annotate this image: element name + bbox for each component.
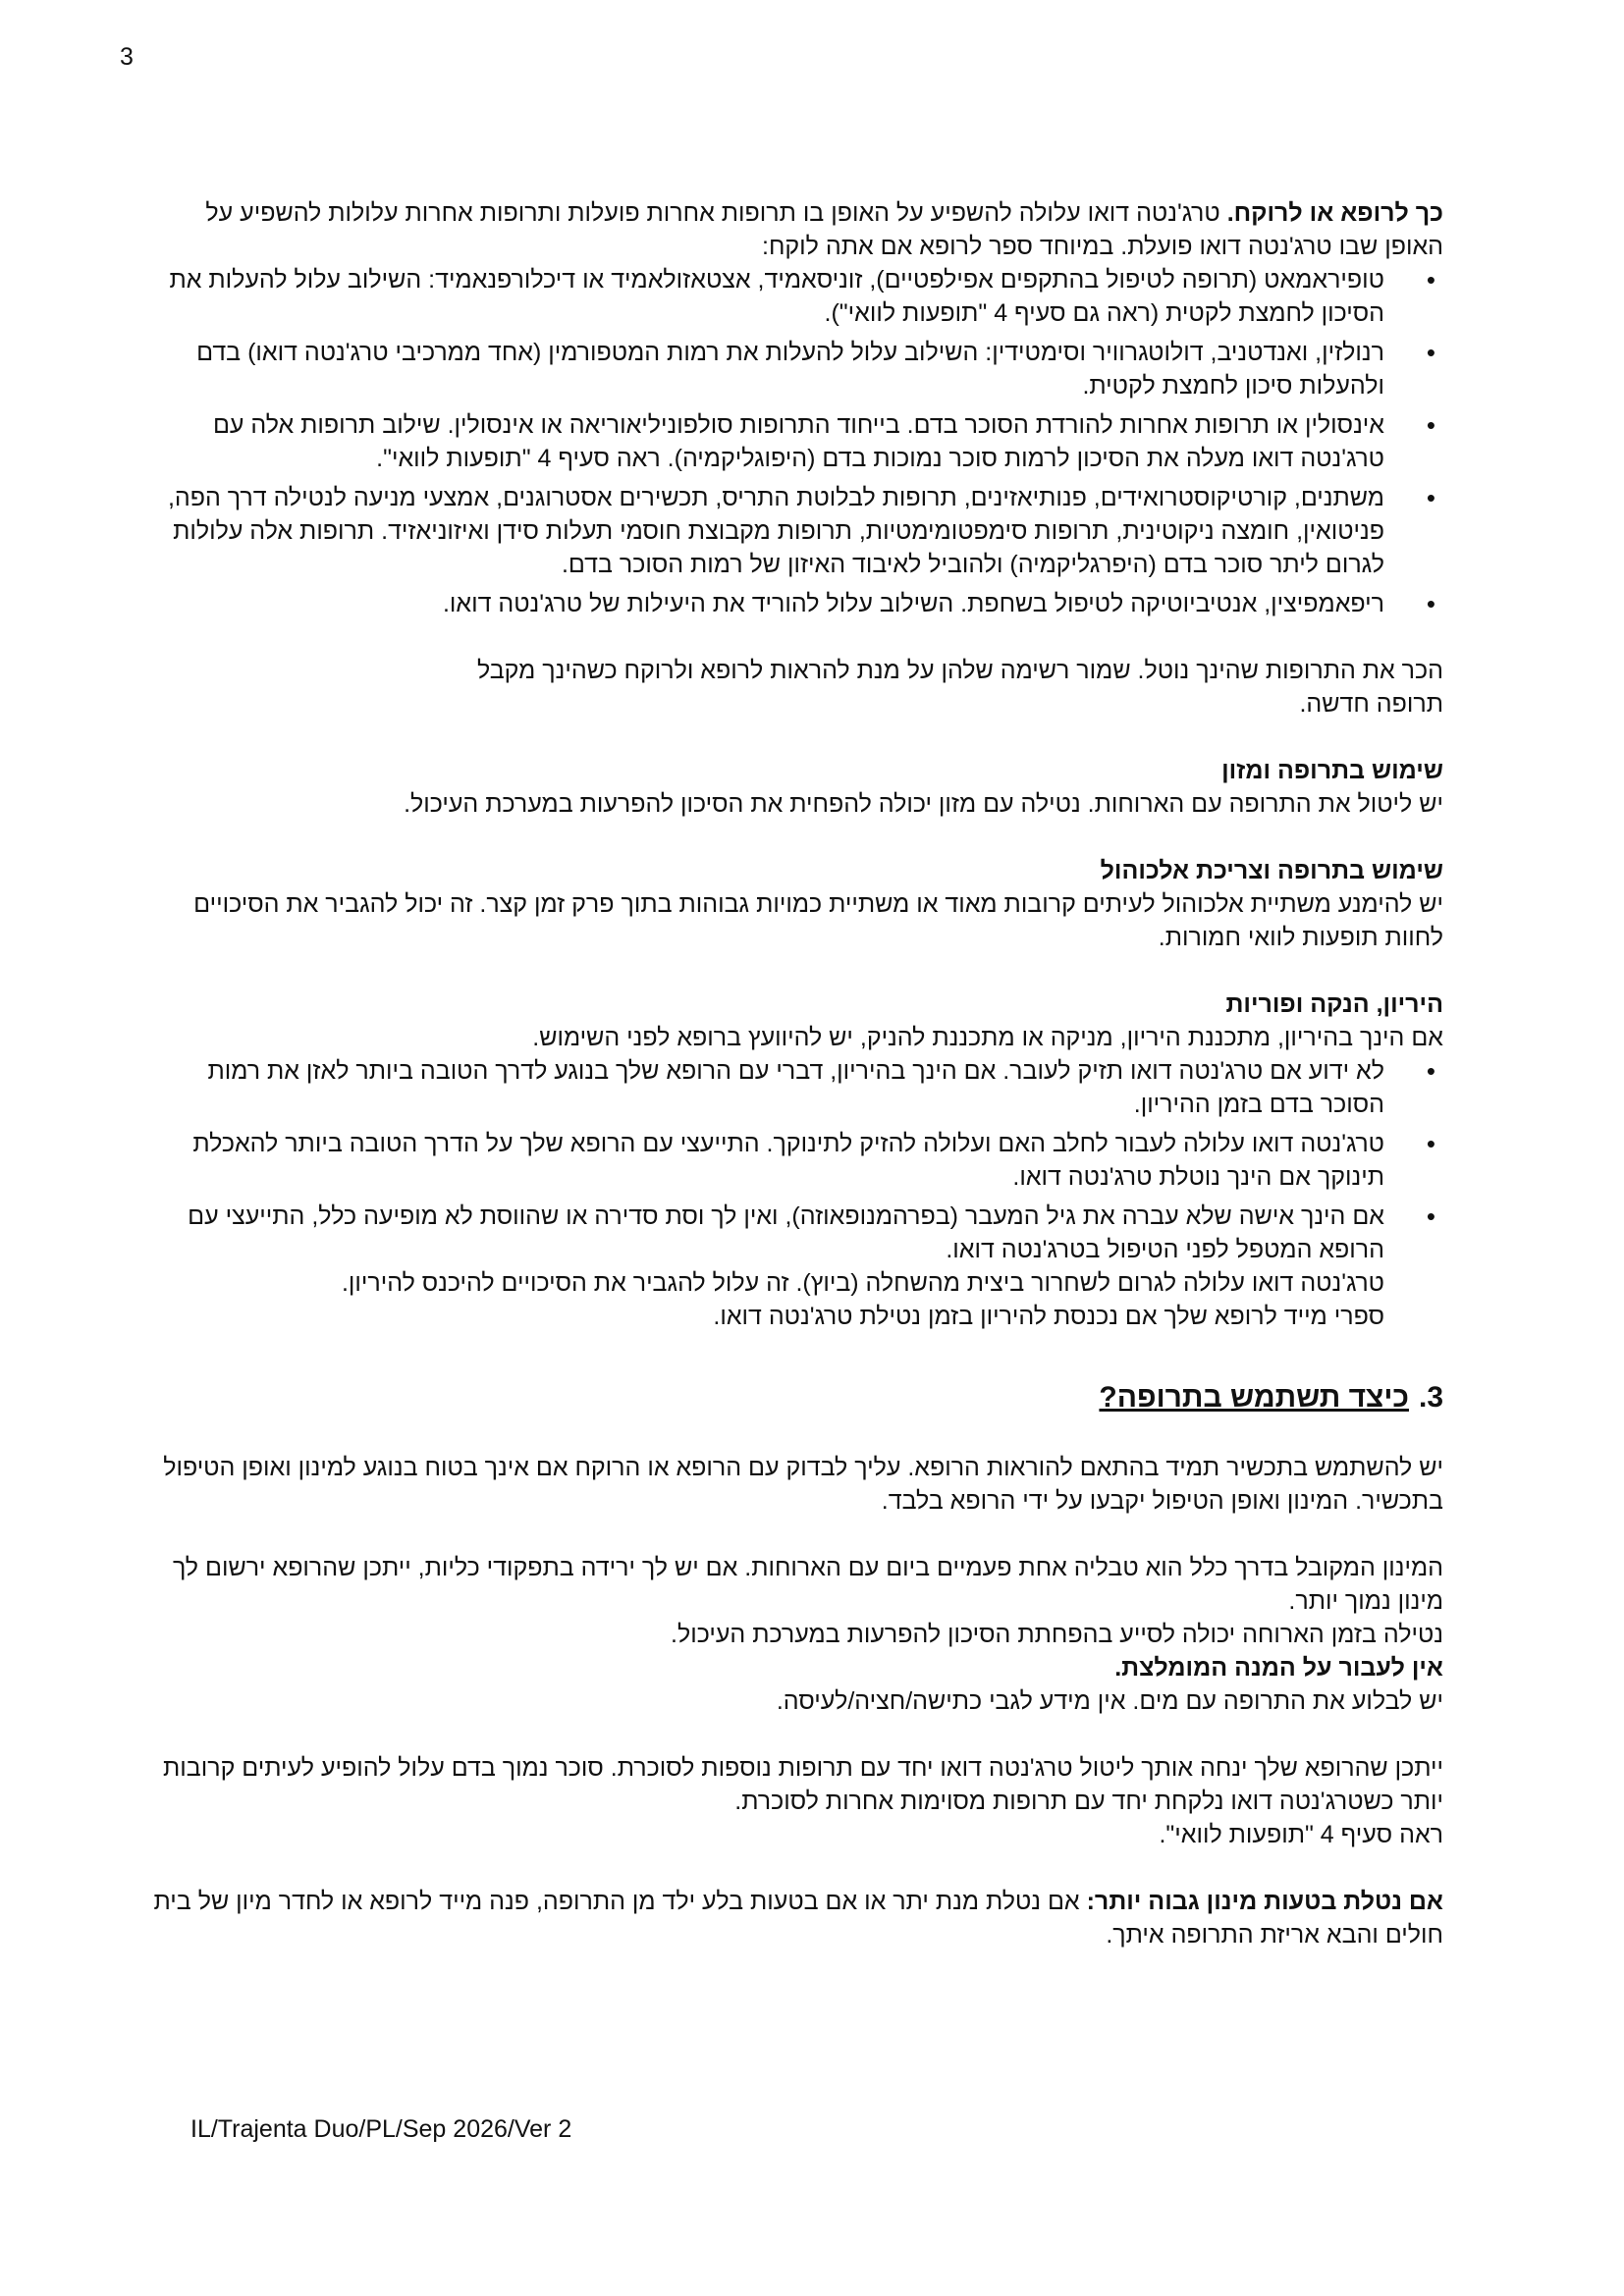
footer-reference: IL/Trajenta Duo/PL/Sep 2026/Ver 2 [190,2115,572,2143]
overdose-bold: אם נטלת בטעות מינון גבוה יותר: [1086,1888,1443,1915]
dosage-line: ייתכן שהרופא שלך ינחה אותך ליטול טרג'נטה דואו יחד עם תרופות נוספות לסוכרת. סוכר נמוך בדם עלול להופיע לעיתים קרובות יותר כשטרג'נטה דואו נלקחת יחד עם תרופות מסוימות אחרות לסוכרת. [163,1754,1443,1815]
food-section [147,754,1443,821]
food-text: יש ליטול את התרופה עם הארוחות. נטילה עם מזון יכולה להפחית את הסיכון להפרעות במערכת העיכול. [404,790,1443,818]
overdose-text: אם נטלת מנת יתר או אם בטעות בלע ילד מן התרופה, פנה מייד לרופא או לחדר מיון של בית חולים והבא אריזת התרופה איתך. [153,1888,1443,1949]
page-number: 3 [120,43,134,71]
dosage-paragraph-1: יש להשתמש בתכשיר תמיד בהתאם להוראות הרופא. עליך לבדוק עם הרופא או הרוקח אם אינך בטוח בנוגע למינון ואופן הטיפול בתכשיר. המינון ואופן הטיפול יקבעו על ידי הרופא בלבד. [163,1454,1443,1515]
alcohol-text: יש להימנע משתיית אלכוהול לעיתים קרובות מאוד או משתיית כמויות גבוהות בתוך פרק זמן קצר. זה יכול להגביר את הסיכויים לחוות תופעות לוואי חמורות. [193,890,1443,951]
list-item: • אם הינך אישה שלא עברה את גיל המעבר (בפרהמנופאוזה), ואין לך וסת סדירה או שהווסת לא מופיעה כלל, התייעצי עם הרופא המטפל לפני הטיפול בטרג'נטה דואו. [147,1200,1384,1266]
section-title-text: כיצד תשתמש בתרופה? [1099,1381,1409,1414]
dosage-line: נטילה בזמן הארוחה יכולה לסייע בהפחתת הסיכון להפרעות במערכת העיכול. [671,1621,1443,1648]
interactions-note: הכר את התרופות שהינך נוטל. שמור רשימה שלהן על מנת להראות לרופא ולרוקח כשהינך מקבל תרופה חדשה. [476,657,1443,718]
list-item: • ריפאמפיצין, אנטיביוטיקה לטיפול בשחפת. השילוב עלול להוריד את היעילות של טרג'נטה דואו. [147,587,1384,620]
pregnancy-continuation-2: ספרי מייד לרופא שלך אם נכנסת להיריון בזמן נטילת טרג'נטה דואו. [713,1303,1384,1330]
warning-bold: אין לעבור על המנה המומלצת. [1114,1654,1443,1682]
alcohol-section [147,854,1443,954]
list-item: • טופיראמאט (תרופה לטיפול בהתקפים אפילפטיים), זוניסאמיד, אצטאזולאמיד או דיכלורפנאמיד: השילוב עלול להעלות את הסיכון לחמצת לקטית (ראה גם סעיף 4 "תופעות לוואי"). [147,263,1384,330]
section-3-title [147,1378,1443,1417]
pregnancy-heading: היריון, הנקה ופוריות [1225,990,1443,1018]
list-item: • משתנים, קורטיקוסטרואידים, פנותיאזינים, תרופות לבלוטת התריס, תכשירים אסטרוגנים, אמצעי מניעה לנטילה דרך הפה, פניטואין, חומצה ניקוטינית, תרופות סימפטומימטיות, תרופות מקבוצת חוסמי תעלות סידן ואיזוניאזיד. תרופות אלה עלולות לגרום ליתר סוכר בדם (היפרגליקמיה) ולהוביל לאיבוד האיזון של רמות הסוכר בדם. [147,481,1384,581]
pregnancy-continuation-1: טרג'נטה דואו עלולה לגרום לשחרור ביצית מהשחלה (ביוץ). זה עלול להגביר את הסיכויים להיכנס להיריון. [341,1269,1384,1297]
section-number: 3. [1418,1381,1443,1414]
alcohol-heading: שימוש בתרופה וצריכת אלכוהול [1100,857,1443,884]
interactions-list [147,263,1443,620]
swallow-instruction: יש לבלוע את התרופה עם מים. אין מידע לגבי כתישה/חציה/לעיסה. [776,1687,1443,1715]
interactions-intro [147,196,1443,263]
pregnancy-list [147,1054,1443,1266]
dosage-paragraph-2 [147,1551,1443,1718]
pregnancy-intro: אם הינך בהיריון, מתכננת היריון, מניקה או מתכננת להניק, יש להיוועץ ברופא לפני השימוש. [532,1024,1443,1051]
list-item: • רנולזין, ואנדטניב, דולוטגרוויר וסימטידין: השילוב עלול להעלות את רמות המטפורמין (אחד ממרכיבי טרג'נטה דואו) בדם ולהעלות סיכון לחמצת לקטית. [147,336,1384,402]
document-body [147,196,1443,1951]
dosage-paragraph-3 [147,1751,1443,1851]
pregnancy-section [147,988,1443,1333]
dosage-line: ראה סעיף 4 "תופעות לוואי". [1159,1821,1443,1848]
dosage-line: המינון המקובל בדרך כלל הוא טבליה אחת פעמיים ביום עם הארוחות. אם יש לך ירידה בתפקודי כליות, ייתכן שהרופא ירשום לך מינון נמוך יותר. [172,1554,1443,1615]
interactions-lead-bold: כך לרופא או לרוקח. [1226,199,1443,227]
list-item: • לא ידוע אם טרג'נטה דואו תזיק לעובר. אם הינך בהיריון, דברי עם הרופא שלך בנוגע לדרך הטובה ביותר לאזן את רמות הסוכר בדם בזמן ההיריון. [147,1054,1384,1121]
dosage-warning [147,1651,1443,1684]
food-heading: שימוש בתרופה ומזון [1221,757,1443,784]
interactions-lead-text: טרג'נטה דואו עלולה להשפיע על האופן בו תרופות אחרות פועלות ותרופות אחרות עלולות להשפיע על האופן שבו טרג'נטה דואו פועלת. במיוחד ספר לרופא אם אתה לוקח: [205,199,1443,260]
list-item: • אינסולין או תרופות אחרות להורדת הסוכר בדם. בייחוד התרופות סולפוניליאוריאה או אינסולין. שילוב תרופות אלה עם טרג'נטה דואו מעלה את הסיכון לרמות סוכר נמוכות בדם (היפוגליקמיה). ראה סעיף 4 "תופעות לוואי". [147,408,1384,475]
overdose-paragraph [147,1885,1443,1951]
list-item: • טרג'נטה דואו עלולה לעבור לחלב האם ועלולה להזיק לתינוקך. התייעצי עם הרופא שלך על הדרך הטובה ביותר להאכלת תינוקך אם הינך נוטלת טרג'נטה דואו. [147,1127,1384,1194]
